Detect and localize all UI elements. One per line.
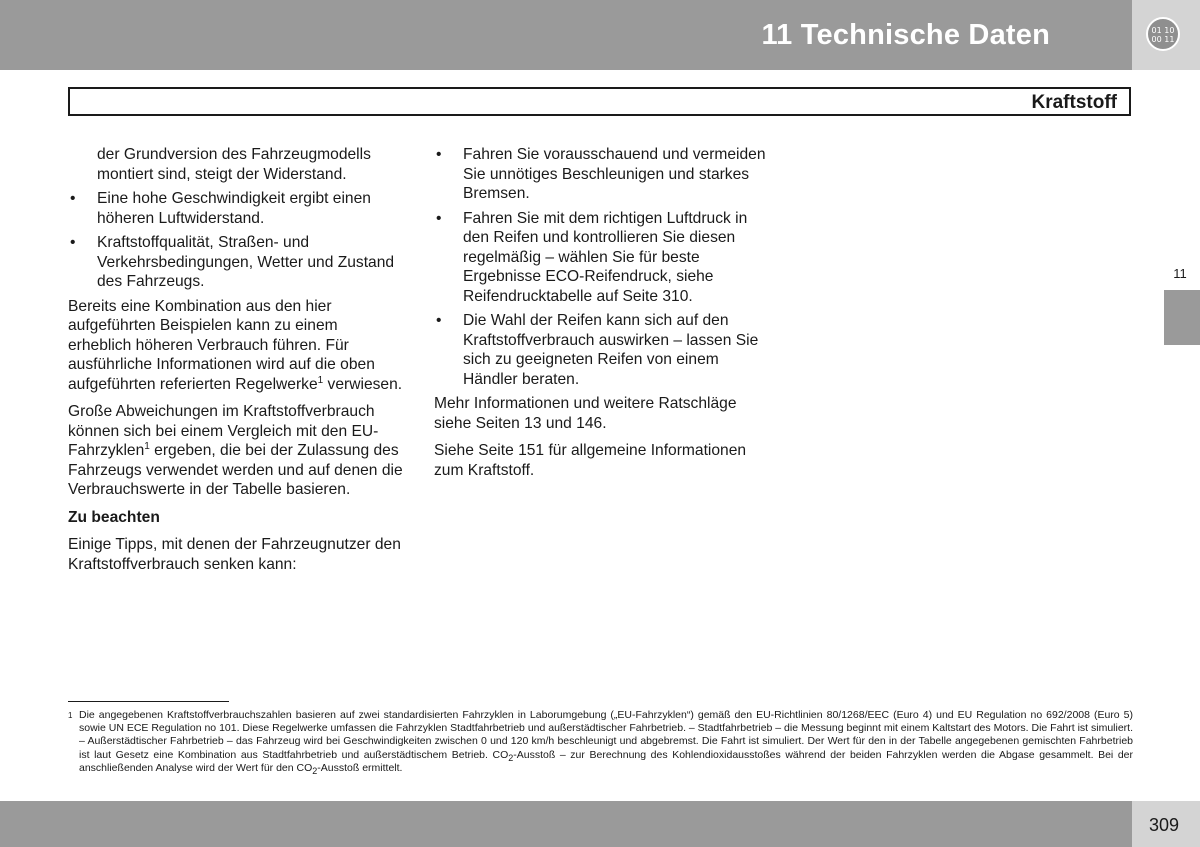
bullet-icon: •	[436, 209, 442, 227]
left-column	[68, 145, 403, 582]
paragraph-text: verwiesen.	[323, 375, 403, 393]
footnote-ref: 1	[144, 440, 150, 452]
list-item-text: Die Wahl der Reifen kann sich auf den Kraftstoffverbrauch auswirken – lassen Sie sich zu geeigneten Reifen von einem Händler beraten.	[463, 312, 759, 388]
bullet-icon: •	[70, 234, 76, 251]
subscript: 2	[312, 765, 318, 776]
paragraph	[68, 402, 403, 500]
right-column	[434, 145, 774, 488]
list-item-text: Eine hohe Geschwindigkeit ergibt einen höheren Luftwiderstand.	[97, 190, 371, 227]
footnote	[68, 709, 1133, 775]
continued-text: der Grundversion des Fahrzeugmodells montiert sind, steigt der Widerstand.	[97, 146, 371, 183]
list-item	[68, 189, 403, 228]
bullet-icon: •	[436, 146, 442, 163]
list-item-text: Fahren Sie mit dem richtigen Luftdruck in den Reifen und kontrollieren Sie diesen regelmäßig – wählen Sie für beste Ergebnisse ECO-Reifendruck, siehe Reifendrucktabelle auf Seite 310.	[463, 209, 748, 305]
chapter-badge-icon: 01 10 00 11	[1146, 17, 1180, 51]
chapter-title: 11 Technische Daten	[761, 19, 1050, 51]
paragraph-text: Bereits eine Kombination aus den hier aufgeführten Beispielen kann zu einem erheblich höheren Verbrauch führen. Für ausführliche Informationen wird auf die oben aufgeführten referierten Regelwerke	[68, 297, 375, 393]
section-header	[68, 87, 1131, 116]
list-item	[68, 233, 403, 292]
side-tab-label: 11	[1173, 266, 1187, 281]
section-title: Kraftstoff	[1031, 92, 1117, 113]
footnote-divider	[68, 701, 229, 702]
list-item-text: Kraftstoffqualität, Straßen- und Verkehrsbedingungen, Wetter und Zustand des Fahrzeugs.	[97, 234, 395, 290]
header-bar	[0, 0, 1132, 70]
bullet-icon: •	[436, 312, 442, 329]
list-item	[434, 311, 774, 389]
subscript: 2	[508, 752, 514, 763]
page-number: 309	[1148, 815, 1180, 835]
footnote-ref: 1	[317, 374, 324, 386]
paragraph	[68, 297, 403, 395]
subheading: Zu beachten	[68, 508, 160, 526]
footnote-text-part: Die angegebenen Kraftstoffverbrauchszahlen basieren auf zwei standardisierten Fahrzyklen in Laborumgebung („EU-Fahrzyklen“) gemäß den EU-Richtlinien 80/1268/EEC (Euro 4) und EU Regulation no 692/2008 (Euro 5) sowie UN ECE Regulation no 101. Diese Regelwerke umfassen die Fahrzyklen Stadtfahrbetrieb und außerstädtischer Fahrbetrieb. – Stadtfahrbetrieb – die Messung beginnt mit einem Kaltstart des Motors. Die Fahrt ist simuliert. – Außerstädtischer Fahrbetrieb – das Fahrzeug wird bei Geschwindigkeiten zwischen 0 und 120 km/h beschleunigt und abgebremst. Die Fahrt ist simuliert. Der Wert für den in der Tabelle angegebenen gemischten Fahrbetrieb ist laut Gesetz eine Kombination aus Stadtfahrbetrieb und außerstädtischem Betrieb. CO	[79, 709, 1134, 761]
paragraph-text: Große Abweichungen im Kraftstoffverbrauch können sich bei einem Vergleich mit den EU-Fahrzyklen	[68, 403, 379, 459]
paragraph: Siehe Seite 151 für allgemeine Informationen zum Kraftstoff.	[434, 442, 747, 479]
footnote-text-part: -Ausstoß ermittelt.	[317, 761, 403, 774]
paragraph: Mehr Informationen und weitere Ratschläge siehe Seiten 13 und 146.	[434, 395, 737, 432]
footnote-marker: 1	[68, 711, 73, 720]
footnote-text-part: -Ausstoß – zur Berechnung des Kohlendioxidausstoßes während der beiden Fahrzyklen werden die Abgase gesammelt. Bei der anschließenden Analyse wird der Wert für den CO	[79, 748, 1134, 774]
list-item-text: Fahren Sie vorausschauend und vermeiden Sie unnötiges Beschleunigen und starkes Bremsen.	[463, 146, 766, 202]
paragraph: Einige Tipps, mit denen der Fahrzeugnutzer den Kraftstoffverbrauch senken kann:	[68, 536, 401, 573]
paragraph-text: ergeben, die bei der Zulassung des Fahrzeugs verwendet werden und auf denen die Verbrauchswerte in der Tabelle basieren.	[68, 442, 403, 498]
footnote-text	[68, 709, 1133, 775]
list-item	[434, 209, 774, 307]
footer-bar	[0, 801, 1132, 847]
bullet-icon: •	[70, 190, 76, 207]
list-item	[434, 145, 774, 204]
